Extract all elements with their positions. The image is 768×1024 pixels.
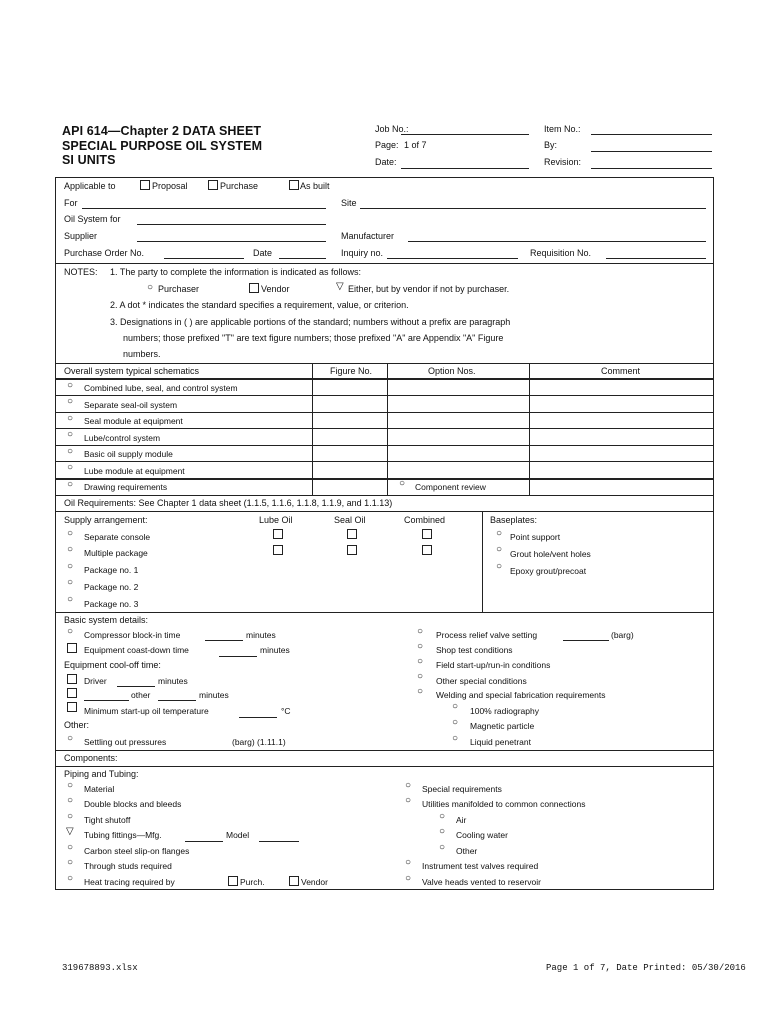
for-label: For — [64, 198, 78, 208]
driver-time-field[interactable] — [117, 686, 155, 687]
right-item-label: Shop test conditions — [436, 645, 513, 655]
minutes-label: minutes — [158, 676, 188, 686]
footer-page-info: Page 1 of 7, Date Printed: 05/30/2016 — [546, 963, 746, 973]
combined-checkbox[interactable] — [422, 545, 432, 555]
for-field[interactable] — [82, 208, 326, 209]
purchaser-circle-icon[interactable]: ○ — [496, 561, 503, 572]
purchaser-circle-icon[interactable]: ○ — [405, 795, 412, 806]
note-3b: numbers; those prefixed "T" are text figure numbers; those prefixed "A" are Appendix "A" Figure — [123, 333, 504, 343]
purchase-checkbox[interactable] — [208, 180, 218, 190]
vendor-checkbox[interactable] — [289, 876, 299, 886]
purchaser-circle-icon[interactable]: ○ — [67, 561, 74, 572]
combined-header: Combined — [404, 515, 446, 525]
note-3c: numbers. — [123, 349, 161, 359]
tubing-mfg-field[interactable] — [185, 841, 223, 842]
settling-unit: (barg) (1.11.1) — [232, 737, 286, 747]
revision-field[interactable] — [591, 168, 712, 169]
notes-label: NOTES: — [64, 267, 98, 277]
job-no-label: Job No.: — [375, 124, 409, 134]
purchaser-circle-icon[interactable]: ○ — [67, 811, 74, 822]
baseplate-item-label: Epoxy grout/precoat — [510, 566, 587, 576]
min-startup-label: Minimum start-up oil temperature — [84, 706, 209, 716]
divider — [56, 378, 713, 380]
tubing-fittings-label: Tubing fittings—Mfg. — [84, 830, 162, 840]
right-item-label: Other special conditions — [436, 676, 527, 686]
footer-filename: 319678893.xlsx — [62, 963, 138, 973]
purchaser-circle-icon[interactable]: ○ — [67, 528, 74, 539]
divider — [56, 766, 713, 767]
purchaser-circle-icon[interactable]: ○ — [67, 577, 74, 588]
purchaser-circle-icon[interactable]: ○ — [67, 733, 74, 744]
schematic-row-label: Separate seal-oil system — [84, 400, 178, 410]
min-startup-field[interactable] — [239, 717, 277, 718]
purchaser-circle-icon[interactable]: ○ — [67, 780, 74, 791]
either-triangle-icon[interactable]: ▽ — [66, 826, 74, 837]
purch-checkbox[interactable] — [228, 876, 238, 886]
relief-valve-label: Process relief valve setting — [436, 630, 538, 640]
baseplates-label: Baseplates: — [490, 515, 538, 525]
model-label: Model — [226, 830, 250, 840]
purchaser-circle-icon[interactable]: ○ — [67, 413, 74, 424]
components-heading: Components: — [64, 753, 118, 763]
row-divider — [56, 478, 713, 480]
comment-header: Comment — [601, 366, 641, 376]
purchaser-circle-icon[interactable]: ○ — [67, 446, 74, 457]
weld-item-label: 100% radiography — [470, 706, 539, 716]
site-field[interactable] — [360, 208, 706, 209]
either-triangle-icon: ▽ — [336, 281, 344, 292]
other-label: other — [131, 690, 151, 700]
purchaser-circle-icon[interactable]: ○ — [67, 594, 74, 605]
proposal-label: Proposal — [152, 181, 188, 191]
right-item-label: Welding and special fabrication requirements — [436, 690, 606, 700]
divider — [56, 612, 713, 613]
right-item-label: Field start-up/run-in conditions — [436, 660, 551, 670]
col-divider — [529, 363, 530, 496]
purchase-label: Purchase — [220, 181, 259, 191]
vendor-label: Vendor — [301, 877, 328, 887]
weld-item-label: Liquid penetrant — [470, 737, 531, 747]
by-label: By: — [544, 140, 558, 150]
tubing-model-field[interactable] — [259, 841, 299, 842]
purchaser-circle-icon[interactable]: ○ — [67, 842, 74, 853]
row-divider — [56, 461, 713, 462]
purchaser-circle-icon[interactable]: ○ — [67, 873, 74, 884]
seal-oil-header: Seal Oil — [334, 515, 366, 525]
purchaser-circle-icon[interactable]: ○ — [67, 429, 74, 440]
component-item-label: Carbon steel slip-on flanges — [84, 846, 190, 856]
form-title: API 614—Chapter 2 DATA SHEET — [62, 124, 262, 138]
driver-label: Driver — [84, 676, 107, 686]
compressor-blockin-label: Compressor block-in time — [84, 630, 181, 640]
blockin-time-field[interactable] — [205, 640, 243, 641]
schematics-header: Overall system typical schematics — [64, 366, 200, 376]
oil-requirements-heading: Oil Requirements: See Chapter 1 data sheet (1.1.5, 1.1.6, 1.1.8, 1.1.9, and 1.1.13) — [64, 498, 393, 508]
schematic-row-label: Lube module at equipment — [84, 466, 185, 476]
purchaser-circle-icon[interactable]: ○ — [439, 826, 446, 837]
purchaser-circle-icon[interactable]: ○ — [452, 701, 459, 712]
vendor-box-icon — [249, 283, 259, 293]
divider — [56, 263, 713, 264]
barg-unit: (barg) — [611, 630, 634, 640]
proposal-checkbox[interactable] — [140, 180, 150, 190]
component-item-label: Double blocks and bleeds — [84, 799, 182, 809]
purchaser-circle-icon[interactable]: ○ — [67, 396, 74, 407]
note-3a: 3. Designations in ( ) are applicable portions of the standard; numbers without a prefix are paragraph — [110, 317, 511, 327]
purchaser-circle-icon[interactable]: ○ — [67, 479, 74, 490]
component-review-label: Component review — [415, 482, 486, 492]
purchaser-legend: Purchaser — [158, 284, 200, 294]
divider — [56, 750, 713, 751]
purchase-order-field[interactable] — [164, 258, 244, 259]
purchaser-circle-icon[interactable]: ○ — [67, 795, 74, 806]
minutes-label: minutes — [199, 690, 229, 700]
supplier-label: Supplier — [64, 231, 98, 241]
lube-oil-checkbox[interactable] — [273, 529, 283, 539]
schematic-row-label: Combined lube, seal, and control system — [84, 383, 238, 393]
supply-item-label: Package no. 2 — [84, 582, 139, 592]
col-divider — [482, 511, 483, 612]
purchaser-circle-icon[interactable]: ○ — [405, 780, 412, 791]
purchase-order-label: Purchase Order No. — [64, 248, 145, 258]
minutes-label: minutes — [246, 630, 276, 640]
schematic-row-label: Basic oil supply module — [84, 449, 173, 459]
utility-item-label: Cooling water — [456, 830, 508, 840]
item-no-field[interactable] — [591, 134, 712, 135]
schematic-row-label: Drawing requirements — [84, 482, 168, 492]
purchaser-circle-icon: ○ — [147, 282, 154, 293]
supply-item-label: Package no. 1 — [84, 565, 139, 575]
row-divider — [56, 395, 713, 396]
manufacturer-label: Manufacturer — [341, 231, 395, 241]
special-req-label: Special requirements — [422, 784, 502, 794]
purchaser-circle-icon[interactable]: ○ — [417, 671, 424, 682]
requisition-no-label: Requisition No. — [530, 248, 592, 258]
col-divider — [387, 363, 388, 496]
purchaser-circle-icon[interactable]: ○ — [67, 380, 74, 391]
units-label: SI UNITS — [62, 153, 116, 167]
purchaser-circle-icon[interactable]: ○ — [399, 478, 406, 489]
supply-arrangement-label: Supply arrangement: — [64, 515, 148, 525]
other-name-field[interactable] — [84, 700, 129, 701]
oil-system-for-label: Oil System for — [64, 214, 121, 224]
baseplate-item-label: Grout hole/vent holes — [510, 549, 591, 559]
item-no-label: Item No.: — [544, 124, 581, 134]
lube-oil-header: Lube Oil — [259, 515, 293, 525]
requisition-no-field[interactable] — [606, 258, 706, 259]
page-label: Page: — [375, 140, 399, 150]
weld-item-label: Magnetic particle — [470, 721, 535, 731]
instrument-test-label: Instrument test valves required — [422, 861, 539, 871]
utilities-label: Utilities manifolded to common connections — [422, 799, 586, 809]
valve-heads-label: Valve heads vented to reservoir — [422, 877, 541, 887]
purchaser-circle-icon[interactable]: ○ — [496, 544, 503, 555]
vendor-legend: Vendor — [261, 284, 290, 294]
divider — [56, 363, 713, 364]
po-date-field[interactable] — [279, 258, 326, 259]
job-no-field[interactable] — [401, 134, 529, 135]
as-built-checkbox[interactable] — [289, 180, 299, 190]
other-heading: Other: — [64, 720, 90, 730]
form-subtitle: SPECIAL PURPOSE OIL SYSTEM — [62, 139, 263, 153]
vendor-checkbox[interactable] — [67, 688, 77, 698]
purchaser-circle-icon[interactable]: ○ — [405, 857, 412, 868]
supplier-field[interactable] — [137, 241, 326, 242]
settling-label: Settling out pressures — [84, 737, 167, 747]
coastdown-time-field[interactable] — [219, 656, 257, 657]
po-date-label: Date — [253, 248, 273, 258]
baseplate-item-label: Point support — [510, 532, 561, 542]
either-legend: Either, but by vendor if not by purchaser. — [348, 284, 510, 294]
schematic-row-label: Seal module at equipment — [84, 416, 183, 426]
vendor-checkbox[interactable] — [67, 674, 77, 684]
purchaser-circle-icon[interactable]: ○ — [417, 656, 424, 667]
purchaser-circle-icon[interactable]: ○ — [439, 842, 446, 853]
date-label: Date: — [375, 157, 397, 167]
component-item-label: Through studs required — [84, 861, 172, 871]
col-divider — [312, 363, 313, 496]
relief-valve-field[interactable] — [563, 640, 609, 641]
component-item-label: Material — [84, 784, 115, 794]
inquiry-no-label: Inquiry no. — [341, 248, 384, 258]
supply-item-label: Separate console — [84, 532, 151, 542]
divider — [56, 511, 713, 512]
cooloff-label: Equipment cool-off time: — [64, 660, 161, 670]
vendor-checkbox[interactable] — [67, 702, 77, 712]
site-label: Site — [341, 198, 357, 208]
oil-system-for-field[interactable] — [137, 224, 326, 225]
purchaser-circle-icon[interactable]: ○ — [405, 873, 412, 884]
purchaser-circle-icon[interactable]: ○ — [67, 626, 74, 637]
divider — [56, 495, 713, 496]
heat-tracing-label: Heat tracing required by — [84, 877, 175, 887]
utility-item-label: Other — [456, 846, 478, 856]
inquiry-no-field[interactable] — [387, 258, 518, 259]
option-nos-header: Option Nos. — [428, 366, 476, 376]
revision-label: Revision: — [544, 157, 582, 167]
row-divider — [56, 445, 713, 446]
combined-checkbox[interactable] — [422, 529, 432, 539]
coastdown-label: Equipment coast-down time — [84, 645, 189, 655]
row-divider — [56, 412, 713, 413]
supply-item-label: Multiple package — [84, 548, 148, 558]
manufacturer-field[interactable] — [408, 241, 706, 242]
note-1: 1. The party to complete the information is indicated as follows: — [110, 267, 361, 277]
purchaser-circle-icon[interactable]: ○ — [496, 528, 503, 539]
purchaser-circle-icon[interactable]: ○ — [452, 717, 459, 728]
utility-item-label: Air — [456, 815, 467, 825]
component-item-label: Tight shutoff — [84, 815, 131, 825]
purchaser-circle-icon[interactable]: ○ — [417, 641, 424, 652]
by-field[interactable] — [591, 151, 712, 152]
date-field[interactable] — [401, 168, 529, 169]
minutes-label: minutes — [260, 645, 290, 655]
page-value: 1 of 7 — [404, 140, 427, 150]
purchaser-circle-icon[interactable]: ○ — [417, 626, 424, 637]
figure-no-header: Figure No. — [330, 366, 373, 376]
supply-item-label: Package no. 3 — [84, 599, 139, 609]
lube-oil-checkbox[interactable] — [273, 545, 283, 555]
purchaser-circle-icon[interactable]: ○ — [67, 857, 74, 868]
purchaser-circle-icon[interactable]: ○ — [67, 462, 74, 473]
row-divider — [56, 428, 713, 429]
schematic-row-label: Lube/control system — [84, 433, 161, 443]
applicable-to-label: Applicable to — [64, 181, 116, 191]
deg-c-unit: °C — [281, 706, 291, 716]
purchaser-circle-icon[interactable]: ○ — [452, 733, 459, 744]
basic-system-heading: Basic system details: — [64, 615, 149, 625]
note-2: 2. A dot * indicates the standard specifies a requirement, value, or criterion. — [110, 300, 409, 310]
purchaser-circle-icon[interactable]: ○ — [439, 811, 446, 822]
piping-heading: Piping and Tubing: — [64, 769, 139, 779]
purch-label: Purch. — [240, 877, 265, 887]
purchaser-circle-icon[interactable]: ○ — [67, 544, 74, 555]
purchaser-circle-icon[interactable]: ○ — [417, 686, 424, 697]
seal-oil-checkbox[interactable] — [347, 529, 357, 539]
vendor-checkbox[interactable] — [67, 643, 77, 653]
as-built-label: As built — [300, 181, 330, 191]
seal-oil-checkbox[interactable] — [347, 545, 357, 555]
other-time-field[interactable] — [158, 700, 196, 701]
